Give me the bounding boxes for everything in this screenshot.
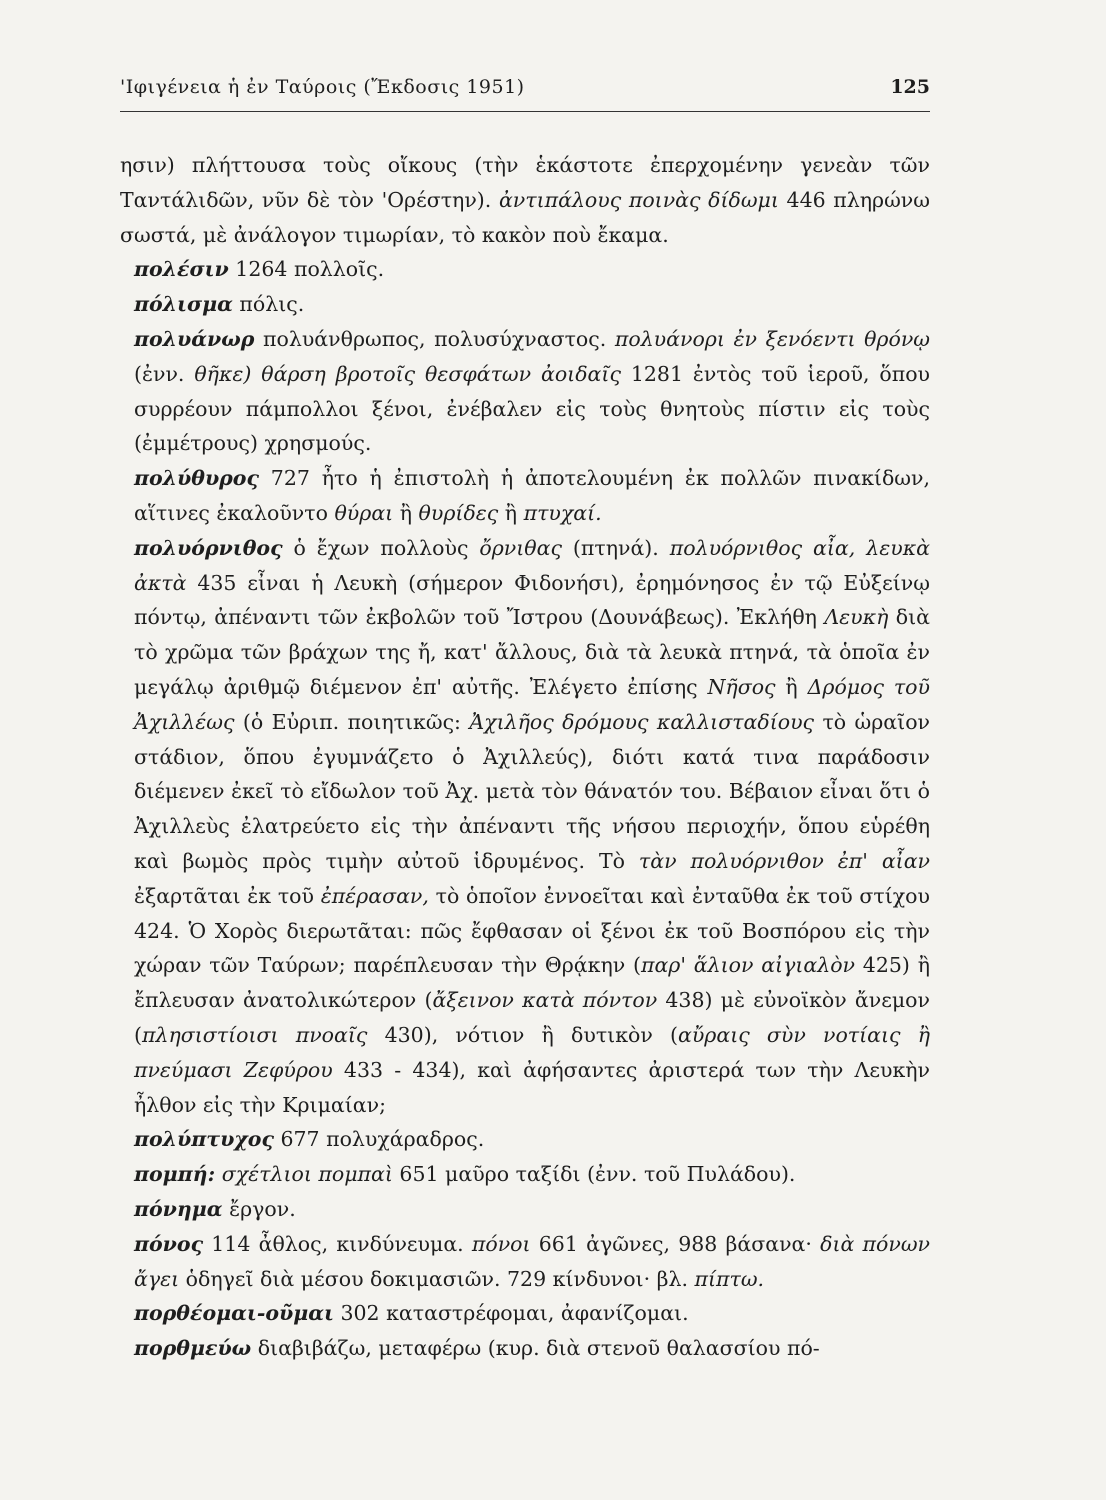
glossary-entry (120, 461, 930, 531)
glossary-entry (120, 1296, 930, 1331)
quoted-phrase: ἀντιπάλους ποινὰς δίδωμι (498, 187, 779, 212)
quoted-phrase: Λευκὴ (824, 605, 889, 630)
entry-headword: πομπή: (134, 1162, 216, 1187)
entry-text: (ὁ Εὐριπ. ποιητικῶς: (234, 709, 470, 734)
entry-text: 430), νότιον ἢ δυτικὸν ( (367, 1022, 678, 1047)
quoted-phrase: θῆκε) θάρση βροτοῖς θεσφάτων ἀοιδαῖς (194, 361, 621, 386)
quoted-phrase: πίπτω. (694, 1266, 765, 1291)
entry-text: ἢ (393, 500, 419, 525)
entry-text: πολυάνθρωπος, πολυσύχναστος. (254, 326, 615, 351)
entry-text: τὸ ὡραῖον στάδιον, ὅπου ἐγυμνάζετο ὁ Ἀχιλλεύς), διότι κατά τινα παράδοσιν διέμενεν ἐκεῖ τὸ εἴδωλον τοῦ Ἀχ. μετὰ τὸν θάνατόν του. Βέβαιον εἶναι ὅτι ὁ Ἀχιλλεὺς ἐλατρεύετο εἰς τὴν ἀπέναντι τῆς νήσου περιοχήν, ὅπου εὑρέθη καὶ βωμὸς πρὸς τιμὴν αὐτοῦ ἱδρυμένος. Τὸ (134, 709, 930, 873)
entry-text: ὁδηγεῖ διὰ μέσου δοκιμασιῶν. 729 κίνδυνοι· βλ. (179, 1266, 695, 1291)
entry-text: 677 πολυχάραδρος. (273, 1127, 485, 1152)
entry-headword: πολύπτυχος (134, 1127, 274, 1152)
entry-headword: πολύθυρος (134, 466, 259, 491)
quoted-phrase: θύραι (334, 500, 394, 525)
quoted-phrase: ἐπέρασαν, (320, 883, 429, 908)
entry-text: 1264 πολλοῖς. (228, 257, 385, 282)
quoted-phrase: αὔραις σὺν νοτίαις ἢ πνεύμασι Ζεφύρου (134, 1022, 930, 1082)
glossary-entry (120, 1122, 930, 1157)
entry-text: 661 ἀγῶνες, 988 βάσανα· (530, 1231, 821, 1256)
entry-text: 446 πληρώνω σωστά, μὲ ἀνάλογον τιμωρίαν, τὸ κακὸν ποὺ ἔκαμα. (120, 187, 930, 247)
quoted-phrase: Δρόμος τοῦ Ἀχιλλέως (134, 674, 930, 734)
quoted-phrase: πολυάνορι ἐν ξενόεντι θρόνῳ (614, 326, 930, 351)
entry-text: ἢ (775, 674, 808, 699)
quoted-phrase: θυρίδες (418, 500, 499, 525)
entry-headword: πόνημα (134, 1196, 223, 1221)
quoted-phrase: πολυόρνιθος αἶα, λευκὰ ἀκτὰ (134, 535, 930, 595)
quoted-phrase: πλησιστίοισι πνοαῖς (142, 1022, 368, 1047)
glossary-entry (120, 322, 930, 461)
page-number: 125 (890, 76, 930, 98)
entry-text: 433 - 434), καὶ ἀφήσαντες ἀριστερά των τὴν Λευκὴν ἦλθον εἰς τὴν Κριμαίαν; (134, 1057, 930, 1117)
quoted-phrase: Νῆσος (707, 674, 776, 699)
glossary-entry (120, 252, 930, 287)
entry-text: 425) ἢ ἔπλευσαν ἀνατολικώτερον ( (134, 953, 930, 1013)
entry-text: (ἐνν. (134, 361, 195, 386)
glossary-entry (120, 148, 930, 252)
entry-text: ἔργον. (222, 1196, 296, 1221)
entry-headword: πορθμεύω (134, 1336, 252, 1361)
entry-headword: πολυόρνιθος (134, 535, 283, 560)
glossary-entry (120, 1227, 930, 1297)
entry-text: 727 ἦτο ἡ ἐπιστολὴ ἡ ἀποτελουμένη ἐκ πολλῶν πινακίδων, αἵτινες ἐκαλοῦντο (134, 466, 930, 525)
entry-text: 302 καταστρέφομαι, ἀφανίζομαι. (333, 1301, 689, 1326)
quoted-phrase: διὰ πόνων ἄγει (134, 1231, 930, 1291)
glossary-entry (120, 1192, 930, 1227)
quoted-phrase: παρ' ἅλιον αἰγιαλὸν (640, 953, 856, 978)
entry-text: 114 ἆθλος, κινδύνευμα. (203, 1231, 472, 1256)
glossary-body (120, 148, 930, 1366)
entry-headword: πόλισμα (134, 292, 233, 317)
entry-text: διαβιβάζω, μεταφέρω (κυρ. διὰ στενοῦ θαλασσίου πό- (251, 1336, 820, 1361)
quoted-phrase: τὰν πολυόρνιθον ἐπ' αἶαν (638, 848, 931, 873)
glossary-entry (120, 287, 930, 322)
entry-text: 435 εἶναι ἡ Λευκὴ (σήμερον Φιδονήσι), ἐρημόνησος ἐν τῷ Εὐξείνῳ πόντῳ, ἀπέναντι τῶν ἐκβολῶν τοῦ Ἴστρου (Δουνάβεως). Ἐκλήθη (134, 570, 930, 630)
quoted-phrase: σχέτλιοι πομπαὶ (221, 1162, 393, 1187)
glossary-entry (120, 1331, 930, 1366)
entry-text: ἐξαρτᾶται ἐκ τοῦ (134, 883, 321, 908)
entry-text: ησιν) πλήττουσα τοὺς οἴκους (τὴν ἑκάστοτε ἐπερχομένην γενεὰν τῶν Ταντάλιδῶν, νῦν δὲ τὸν 'Ορέστην). (120, 153, 930, 212)
quoted-phrase: πτυχαί. (523, 500, 602, 525)
quoted-phrase: πόνοι (471, 1231, 531, 1256)
entry-text: (πτηνά). (561, 535, 670, 560)
glossary-entry (120, 531, 930, 1123)
entry-text: διὰ τὸ χρῶμα τῶν βράχων της ἤ, κατ' ἄλλους, διὰ τὰ λευκὰ πτηνά, τὰ ὁποῖα ἐν μεγάλῳ ἀριθμῷ διέμενον ἐπ' αὐτῆς. Ἐλέγετο ἐπίσης (134, 605, 930, 699)
entry-headword: πολέσιν (134, 257, 229, 282)
quoted-phrase: Ἀχιλῆος δρόμους καλλισταδίους (469, 709, 815, 734)
entry-text: ὁ ἔχων πολλοὺς (282, 535, 480, 560)
entry-text: 1281 ἐντὸς τοῦ ἱεροῦ, ὅπου συρρέουν πάμπολλοι ξένοι, ἐνέβαλεν εἰς τοὺς θνητοὺς πίστιν εἰς τοὺς (ἐμμέτρους) χρησμούς. (134, 361, 930, 456)
entry-text: ἢ (498, 500, 524, 525)
glossary-entry (120, 1157, 930, 1192)
entry-headword: πολυάνωρ (134, 326, 255, 351)
running-header (120, 76, 930, 110)
entry-text: 651 μαῦρο ταξίδι (ἐνν. τοῦ Πυλάδου). (392, 1162, 796, 1187)
entry-headword: πόνος (134, 1231, 204, 1256)
entry-text: πόλις. (232, 292, 305, 317)
quoted-phrase: ὄρνιθας (479, 535, 562, 560)
header-title: 'Ιφιγένεια ἡ ἐν Ταύροις (Ἔκδοσις 1951) (120, 76, 525, 98)
entry-text: τὸ ὁποῖον ἐννοεῖται καὶ ἐνταῦθα ἐκ τοῦ στίχου 424. Ὁ Χορὸς διερωτᾶται: πῶς ἔφθασαν οἱ ξένοι ἐκ τοῦ Βοσπόρου εἰς τὴν χώραν τῶν Ταύρων; παρέπλευσαν τὴν Θρᾴκην ( (134, 883, 930, 978)
quoted-phrase: ἄξεινον κατὰ πόντον (432, 988, 658, 1013)
entry-text: 438) μὲ εὐνοϊκὸν ἄνεμον ( (134, 988, 930, 1047)
header-rule (120, 111, 930, 112)
entry-headword: πορθέομαι-οῦμαι (134, 1301, 334, 1326)
